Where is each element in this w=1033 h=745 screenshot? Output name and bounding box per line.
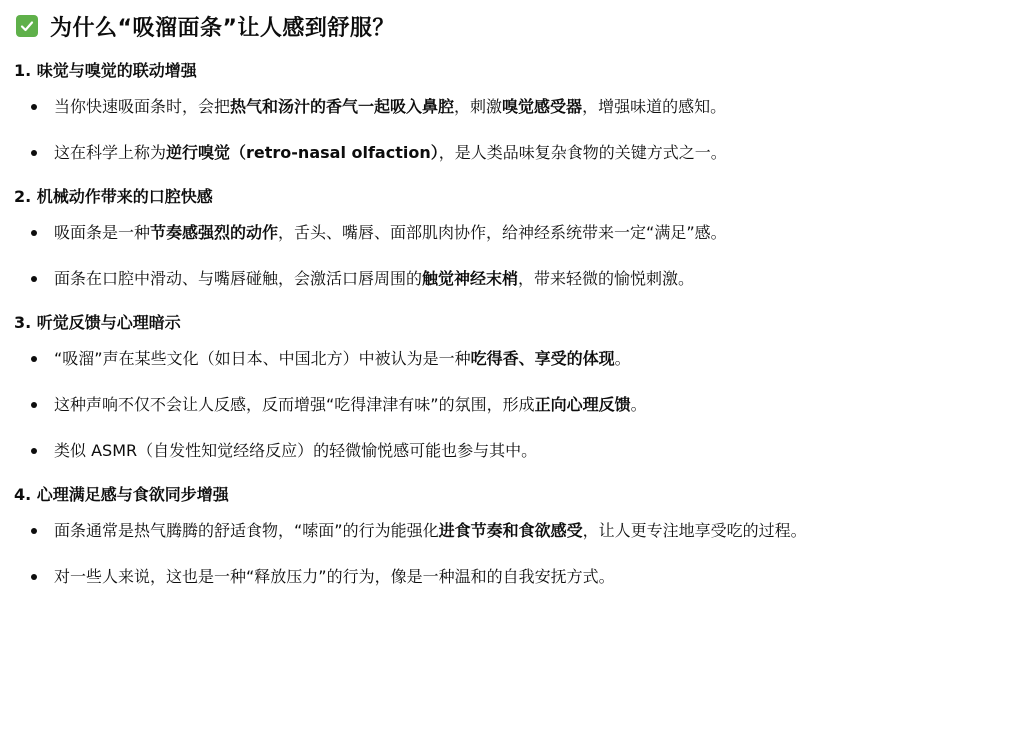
text-run: ，带来轻微的愉悦刺激。 <box>518 269 695 288</box>
text-run: “吸溜”声在某些文化（如日本、中国北方）中被认为是一种 <box>54 349 471 368</box>
text-run: ，增强味道的感知。 <box>582 97 727 116</box>
text-run: 类似 ASMR（自发性知觉经络反应）的轻微愉悦感可能也参与其中。 <box>54 441 538 460</box>
text-run: 这种声响不仅不会让人反感，反而增强“吃得津津有味”的氛围，形成 <box>54 395 535 414</box>
sections-container <box>14 58 1019 592</box>
bullet-dot-icon <box>31 528 37 534</box>
section-heading: 3. 听觉反馈与心理暗示 <box>14 313 181 332</box>
list-item <box>14 562 1019 592</box>
bullet-dot-icon <box>31 402 37 408</box>
text-run: 。 <box>630 395 647 414</box>
text-run: 对一些人来说，这也是一种“释放压力”的行为，像是一种温和的自我安抚方式。 <box>54 567 615 586</box>
text-run: ，舌头、嘴唇、面部肌肉协作，给神经系统带来一定“满足”感。 <box>278 223 727 242</box>
bullet-list <box>14 92 1019 168</box>
section-4 <box>14 482 1019 592</box>
list-item <box>14 436 1019 466</box>
text-run: 当你快速吸面条时，会把 <box>54 97 231 116</box>
page-title <box>14 8 1019 44</box>
bullet-dot-icon <box>31 356 37 362</box>
list-item <box>14 344 1019 374</box>
section-3 <box>14 310 1019 466</box>
text-run: ，是人类品味复杂食物的关键方式之一。 <box>438 143 727 162</box>
text-run: ，刺激 <box>454 97 503 116</box>
bold-text: 正向心理反馈 <box>534 395 631 414</box>
section-1 <box>14 58 1019 168</box>
bold-text: 嗅觉感受器 <box>502 97 583 116</box>
list-item <box>14 264 1019 294</box>
bullet-list <box>14 344 1019 466</box>
section-2 <box>14 184 1019 294</box>
list-item <box>14 516 1019 546</box>
bold-text: 节奏感强烈的动作 <box>150 223 279 242</box>
bullet-dot-icon <box>31 150 37 156</box>
list-item <box>14 390 1019 420</box>
section-heading: 1. 味觉与嗅觉的联动增强 <box>14 61 197 80</box>
bullet-dot-icon <box>31 104 37 110</box>
checkmark-glyph <box>19 18 35 34</box>
title-text: 为什么“吸溜面条”让人感到舒服？ <box>50 15 395 41</box>
bold-text: 逆行嗅觉（retro-nasal olfaction） <box>166 143 439 162</box>
text-run: 这在科学上称为 <box>54 143 167 162</box>
list-item <box>14 138 1019 168</box>
bullet-list <box>14 516 1019 592</box>
checkmark-box-icon <box>16 15 38 37</box>
bold-text: 吃得香、享受的体现 <box>470 349 615 368</box>
bullet-list <box>14 218 1019 294</box>
text-run: 吸面条是一种 <box>54 223 151 242</box>
bold-text: 热气和汤汁的香气一起吸入鼻腔 <box>230 97 455 116</box>
list-item <box>14 92 1019 122</box>
section-heading: 4. 心理满足感与食欲同步增强 <box>14 485 229 504</box>
bullet-dot-icon <box>31 574 37 580</box>
bullet-dot-icon <box>31 448 37 454</box>
text-run: 面条通常是热气腾腾的舒适食物，“嗦面”的行为能强化 <box>54 521 439 540</box>
text-run: 。 <box>614 349 631 368</box>
bold-text: 进食节奏和食欲感受 <box>438 521 583 540</box>
text-run: ，让人更专注地享受吃的过程。 <box>582 521 807 540</box>
bold-text: 触觉神经末梢 <box>422 269 519 288</box>
list-item <box>14 218 1019 248</box>
section-heading: 2. 机械动作带来的口腔快感 <box>14 187 213 206</box>
bullet-dot-icon <box>31 276 37 282</box>
bullet-dot-icon <box>31 230 37 236</box>
text-run: 面条在口腔中滑动、与嘴唇碰触，会激活口唇周围的 <box>54 269 423 288</box>
